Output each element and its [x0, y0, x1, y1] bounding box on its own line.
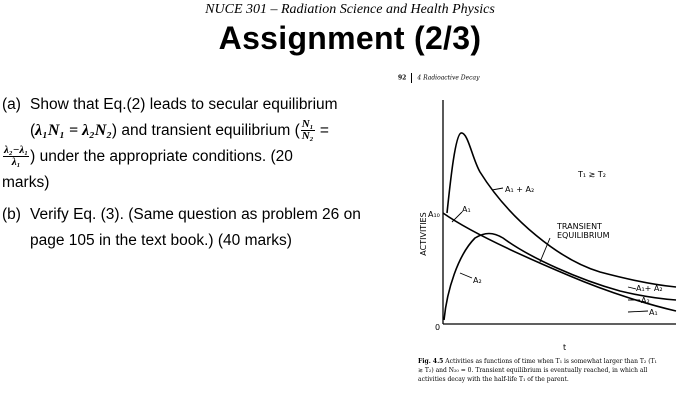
fraction-numerator: N₁ [301, 118, 314, 131]
a2-label-leader [460, 273, 472, 278]
end-a1-leader [628, 311, 648, 312]
caption-text: Activities as functions of time when T₁ is somewhat larger than T₂ (T₁ ≳ T₂) and N₂₀ = 0. Transient equilibrium is eventually reached, in which all activities decay with the half-life T₁ of the parent. [418, 358, 657, 383]
chapter-title: 4 Radioactive Decay [417, 74, 480, 82]
secular-equilibrium-equation: λ₁N₁ = λ₂N₂ [35, 122, 112, 139]
transient-label-1: TRANSIENT [557, 222, 602, 231]
time-axis-label: t [563, 343, 567, 352]
equals-sign: = [319, 122, 329, 139]
end-sum-leader [628, 287, 636, 289]
question-b-label: (b) [2, 206, 21, 223]
end-sum-label: A₁+ A₂ [636, 284, 663, 293]
sum-activity-curve [447, 133, 676, 287]
question-a-line4: marks) [2, 174, 50, 191]
origin-label: 0 [435, 323, 441, 332]
end-a1-label: A₁ [649, 308, 658, 317]
fraction-denominator: λ₁ [11, 156, 21, 169]
question-b-line2: page 105 in the text book.) (40 marks) [30, 232, 292, 249]
paren-open: ( [30, 122, 36, 139]
question-a-line3: ) under the appropriate conditions. (20 [30, 148, 293, 165]
question-a-label: (a) [2, 96, 21, 113]
fraction-denominator: N₂ [301, 130, 314, 143]
assignment-title: Assignment (2/3) [218, 20, 482, 56]
fraction-numerator: λ₂−λ₁ [4, 144, 29, 157]
figure-caption [418, 357, 658, 384]
question-b-line1: Verify Eq. (3). (Same question as problem 26 on [30, 206, 361, 223]
y-axis-label: ACTIVITIES [419, 212, 428, 256]
course-title: NUCE 301 – Radiation Science and Health Physics [205, 2, 495, 17]
sum-peak-label: A₁ + A₂ [505, 185, 535, 194]
condition-label: T₁ ≳ T₂ [578, 170, 606, 179]
caption-figure-number: Fig. 4.5 [418, 358, 444, 365]
a1-label-leader [452, 212, 462, 222]
sum-label-leader [492, 188, 503, 190]
page-number: 92 [398, 74, 407, 82]
a1-curve-label: A₁ [462, 205, 471, 214]
question-a-line2-mid: ) and transient equilibrium ( [111, 122, 300, 139]
question-a-line1: Show that Eq.(2) leads to secular equilibrium [30, 96, 338, 113]
transient-label-2: EQUILIBRIUM [557, 231, 610, 240]
a10-label: A₁₀ [428, 210, 440, 219]
a2-curve-label: A₂ [473, 276, 482, 285]
end-a2-label: A₂ [641, 296, 650, 305]
